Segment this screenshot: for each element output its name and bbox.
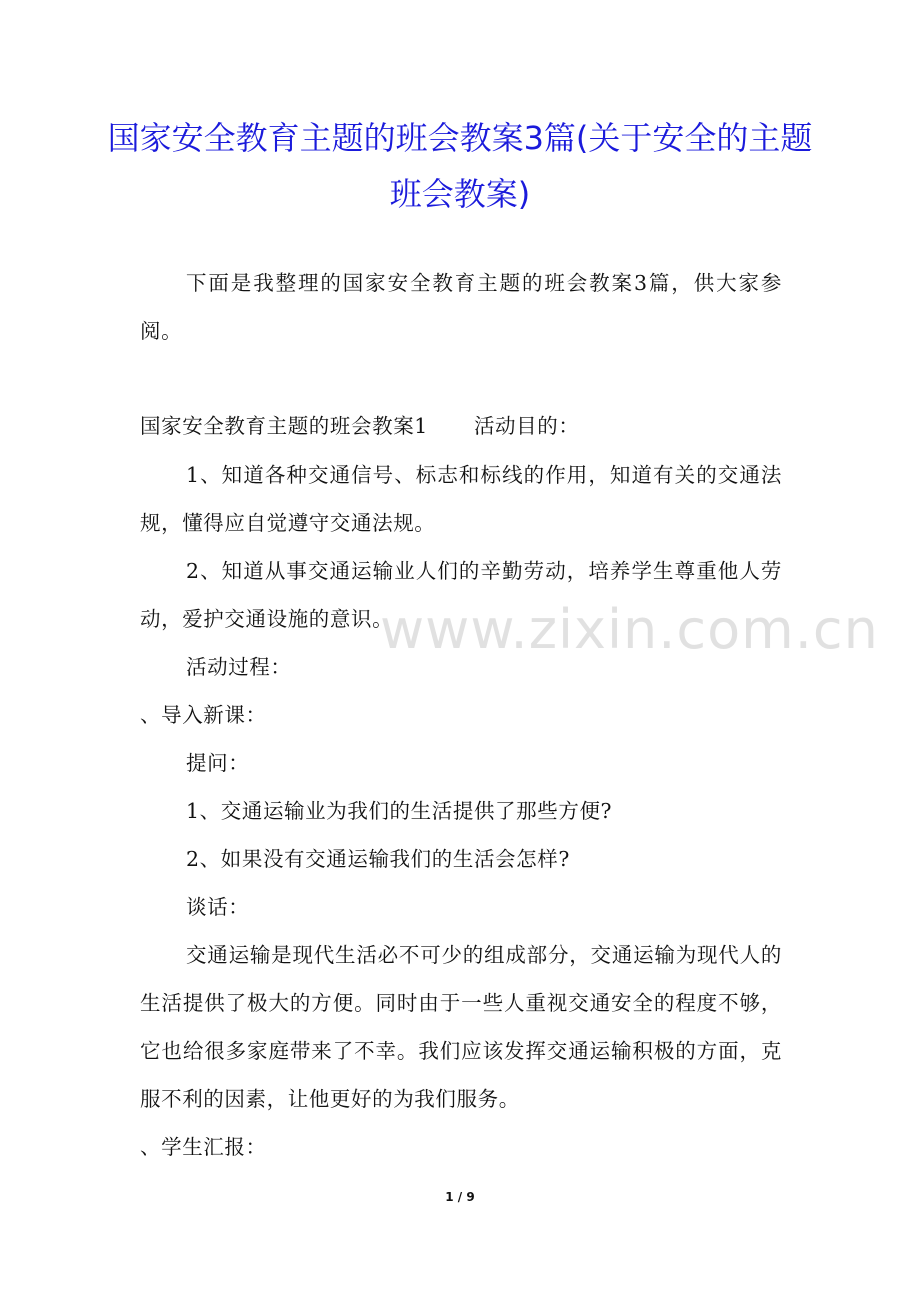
goal-1: 1、知道各种交通信号、标志和标线的作用，知道有关的交通法规，懂得应自觉遵守交通法规。 (140, 463, 782, 535)
document-title: 国家安全教育主题的班会教案3篇(关于安全的主题班会教案) (107, 119, 813, 213)
goal-2: 2、知道从事交通运输业人们的辛勤劳动，培养学生尊重他人劳动，爱护交通设施的意识。 (140, 559, 782, 631)
step-2: 、学生汇报： (140, 1135, 267, 1159)
intro-paragraph: 下面是我整理的国家安全教育主题的班会教案3篇，供大家参阅。 (140, 271, 782, 343)
question-label: 提问： (186, 751, 250, 775)
question-1: 1、交通运输业为我们的生活提供了那些方便? (186, 799, 613, 823)
question-2: 2、如果没有交通运输我们的生活会怎样? (186, 847, 570, 871)
process-label: 活动过程： (186, 655, 292, 679)
section-subheading: 活动目的： (473, 414, 580, 438)
talk-paragraph: 交通运输是现代生活必不可少的组成部分，交通运输为现代人的生活提供了极大的方便。同时由于一些人重视交通安全的程度不够，它也给很多家庭带来了不幸。我们应该发挥交通运输积极的方面，克服不利的因素，让他更好的为我们服务。 (140, 943, 782, 1111)
talk-label: 谈话： (186, 895, 250, 919)
page-number: 1 / 9 (445, 1190, 475, 1204)
step-1: 、导入新课： (140, 703, 267, 727)
section-heading-line (140, 402, 782, 450)
section-heading: 国家安全教育主题的班会教案1 (140, 414, 428, 438)
watermark: www.zixin.com.cn (380, 598, 879, 661)
